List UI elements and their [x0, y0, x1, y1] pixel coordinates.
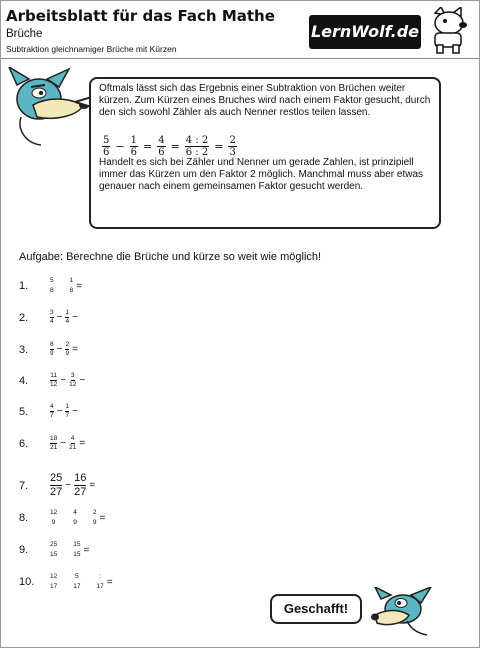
task-operator: − [60, 438, 67, 449]
task-operator: − [72, 406, 78, 417]
task-item [19, 541, 91, 559]
task-operator: = [83, 544, 90, 556]
example-fraction: $\frac{1}{6}$ [130, 135, 137, 158]
task-fraction: 15 15 [73, 541, 81, 558]
task-fraction: 11 12 [50, 372, 58, 388]
task-fraction: 4 7 [50, 403, 54, 419]
example-fraction: $\frac{4 : 2}{6 : 2}$ [185, 135, 209, 158]
task-fraction: 1 8 [69, 277, 74, 294]
task-item [19, 309, 80, 326]
task-operator: = [72, 344, 78, 355]
task-item [19, 573, 115, 591]
task-fraction: $\frac{3}{12}$ [69, 372, 77, 388]
example-fraction: $\frac{4}{6}$ [158, 135, 165, 158]
task-fraction: $\frac{4}{21}$ [69, 435, 77, 451]
task-fraction: 5 8 [50, 277, 54, 294]
task-number: 5. [19, 405, 29, 418]
header-divider [1, 58, 480, 59]
task-fraction: 5 17 [73, 573, 81, 590]
task-number: 8. [19, 512, 29, 524]
task-item [19, 472, 97, 499]
task-operator: = [106, 576, 113, 588]
info-paragraph-1: Oftmals lässt sich das Ergebnis einer Subtraktion von Brüchen weiter kürzen. Zum Kürzen eines Bruches wird nach einem Faktor gesucht, durch den sich sowohl Zähler als auch Nenner restlos teilen lassen. [99, 83, 431, 118]
task-operator: − [65, 480, 72, 491]
task-fraction: $\frac{1}{4}$ [65, 309, 70, 325]
page-subtitle: Brüche [6, 28, 43, 40]
task-fraction: $\frac{16}{27}$ [74, 472, 87, 498]
task-fraction: 4 9 [73, 509, 77, 526]
task-operator: − [56, 406, 63, 417]
task-item [19, 435, 87, 452]
task-number: 7. [19, 479, 29, 492]
example-fraction: $\frac{5}{6}$ [103, 135, 110, 158]
task-operator: − [72, 312, 78, 323]
task-fraction: 25 27 [50, 472, 63, 498]
wolf-mascot-icon [367, 587, 439, 637]
topic-line: Subtraktion gleichnamiger Brüche mit Kürzen [6, 44, 177, 54]
task-number: 10. [19, 576, 35, 588]
task-operator: − [56, 312, 63, 323]
task-fraction: 2 9 [92, 509, 97, 526]
task-fraction: 25 15 [50, 541, 58, 558]
task-title: Aufgabe: Berechne die Brüche und kürze so weit wie möglich! [19, 251, 322, 263]
task-number: 6. [19, 437, 29, 450]
task-fraction: 12 9 [50, 509, 58, 526]
wolf-logo-icon [421, 7, 475, 55]
task-item [19, 341, 80, 358]
task-fraction: 3 4 [50, 309, 54, 325]
task-operator: − [56, 344, 63, 355]
task-fraction: 18 21 [50, 435, 58, 451]
lernwolf-logo: LernWolf.de [309, 7, 475, 55]
example-fraction: $\frac{2}{3}$ [229, 135, 236, 158]
task-fraction: $\frac{2}{9}$ [65, 341, 70, 357]
task-item [19, 372, 87, 389]
task-operator: = [76, 280, 83, 292]
task-number: 2. [19, 311, 29, 324]
task-number: 9. [19, 544, 29, 556]
task-fraction: 8 9 [50, 341, 54, 357]
task-number: 3. [19, 343, 29, 356]
task-fraction: : 17 [96, 573, 104, 590]
info-speech-bubble [89, 77, 441, 229]
task-item [19, 403, 80, 420]
finish-speech-bubble: Geschafft! [270, 594, 362, 624]
task-fraction: $\frac{1}{7}$ [65, 403, 70, 419]
task-number: 4. [19, 374, 29, 387]
example-calculation: $\frac{5}{6}$ − $\frac{1}{6}$ = $\frac{4}{6}$ = $\frac{4 : 2}{6 : 2}$ = $\frac{2}{3}$ [103, 135, 236, 158]
task-item [19, 277, 84, 295]
info-paragraph-2: Handelt es sich bei Zähler und Nenner um gerade Zahlen, ist prinzipiell immer das Kürzen um den Faktor 2 möglich. Manchmal muss aber etwas genauer nach einem gemeinsamen Faktor gesucht werden. [99, 157, 424, 192]
task-number: 1. [19, 280, 29, 292]
task-item [19, 509, 107, 527]
task-operator: − [60, 375, 67, 386]
task-fraction: 12 17 [50, 573, 58, 590]
task-operator: − [79, 375, 86, 386]
page-title: Arbeitsblatt für das Fach Mathe [6, 7, 275, 25]
task-operator: = [89, 480, 96, 491]
task-operator: = [99, 512, 106, 524]
task-operator: = [79, 438, 86, 449]
